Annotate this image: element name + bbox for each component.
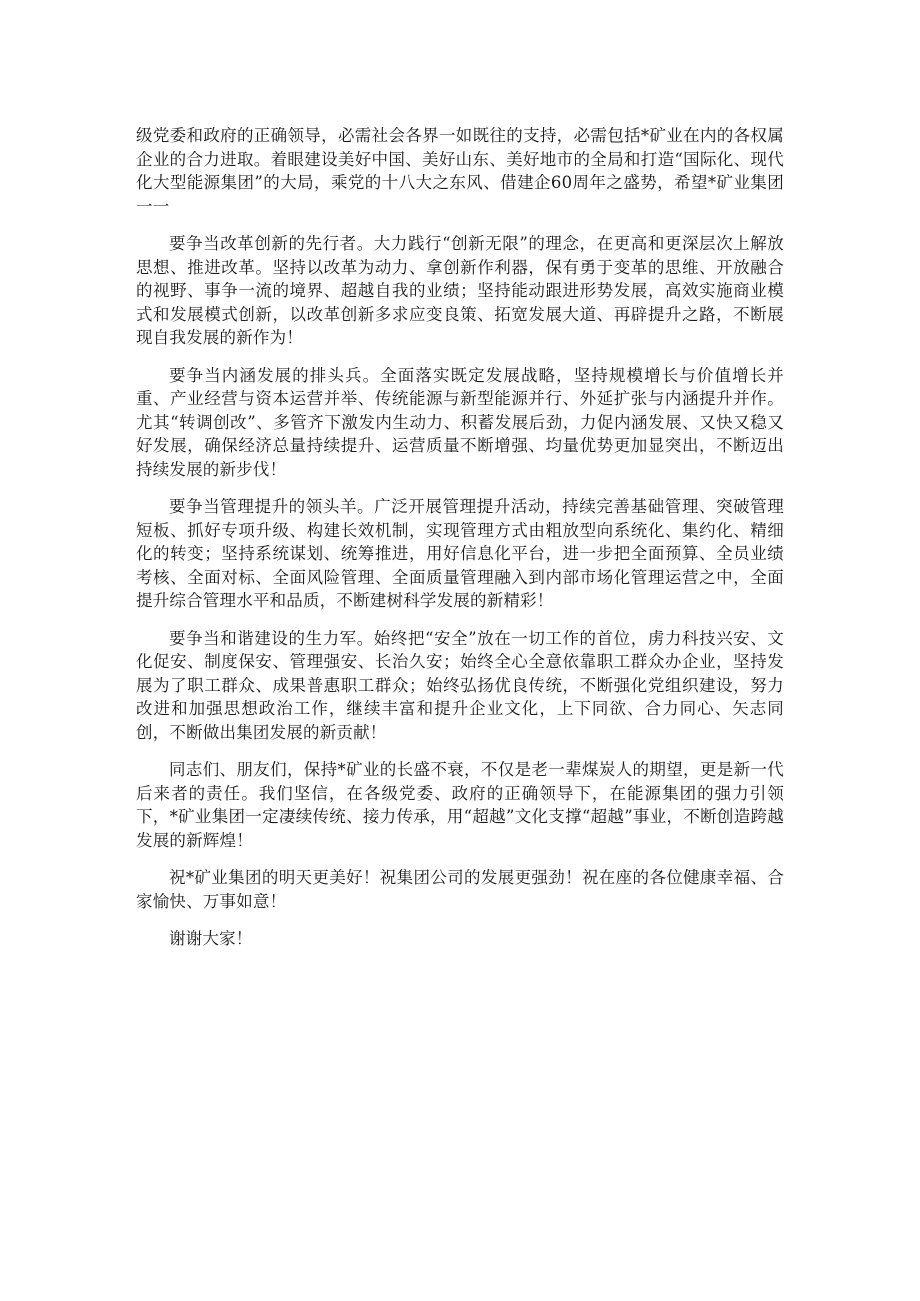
paragraph-wishes: 祝*矿业集团的明天更美好！祝集团公司的发展更强劲！祝在座的各位健康幸福、合家愉快、万事如意！ <box>136 868 784 911</box>
paragraph-harmonious-construction: 要争当和谐建设的生力军。始终把“安全”放在一切工作的首位，虏力科技兴安、文化促安、制度保安、管理强安、长治久安；始终全心全意依靠职工群众办企业，坚持发展为了职工群众、成果普惠职工群众；始终弘扬优良传统，不断强化党组织建设，努力改进和加强思想政治工作，继续丰富和提升企业文化，上下同欲、合力同心、矢志同创，不断做出集团发展的新贡献！ <box>136 628 784 742</box>
paragraph-reform-innovation: 要争当改革创新的先行者。大力践行“创新无限”的理念，在更高和更深层次上解放思想、推进改革。坚持以改革为动力、拿创新作利器，保有勇于变革的思维、开放融合的视野、事争一流的境界、超越自我的业绩；坚持能动跟进形势发展，高效实施商业模式和发展模式创新，以改革创新多求应变良策、拓宽发展大道、再辟提升之路，不断展现自我发展的新作为！ <box>136 234 784 347</box>
paragraph-thanks: 谢谢大家！ <box>169 929 253 948</box>
paragraph-comrades-friends: 同志们、朋友们，保持*矿业的长盛不衰，不仅是老一辈煤炭人的期望，更是新一代后来者的责任。我们坚信，在各级党委、政府的正确领导下，在能源集团的强力引领下，*矿业集团一定凄续传统、接力传承，用“超越”文化支撑“超越”事业，不断创造跨越发展的新辉煌！ <box>136 760 784 850</box>
paragraph-connotative-development: 要争当内涵发展的排头兵。全面落实既定发展战略，坚持规模增长与价值增长并重、产业经营与资本运营并举、传统能源与新型能源并行、外延扩张与内涵提升并作。尤其“转调创改”、多管齐下激发内生动力、积蓄发展后劲，力促内涵发展、又快又稳又好发展，确保经济总量持续提升、运营质量不断增强、均量优势更加显突出，不断迈出持续发展的新步伐！ <box>136 365 784 479</box>
paragraph-continuation: 级党委和政府的正确领导，必需社会各界一如既往的支持，必需包括*矿业在内的各权属企业的合力进取。着眼建设美好中国、美好山东、美好地市的全局和打造“国际化、现代化大型能源集团”的大局，乘党的十八大之东风、借建企60周年之盛势，希望*矿业集团一一 <box>136 126 784 216</box>
paragraph-management-improvement: 要争当管理提升的领头羊。广泛开展管理提升活动，持续完善基础管理、突破管理短板、抓好专项升级、构建长效机制，实现管理方式由粗放型向系统化、集约化、精细化的转变；坚持系统谋划、统筹推进，用好信息化平台，进一步把全面预算、全员业绩考核、全面对标、全面风险管理、全面质量管理融入到内部市场化管理运营之中，全面提升综合管理水平和品质，不断建树科学发展的新精彩！ <box>136 497 784 610</box>
document-body <box>136 124 784 965</box>
